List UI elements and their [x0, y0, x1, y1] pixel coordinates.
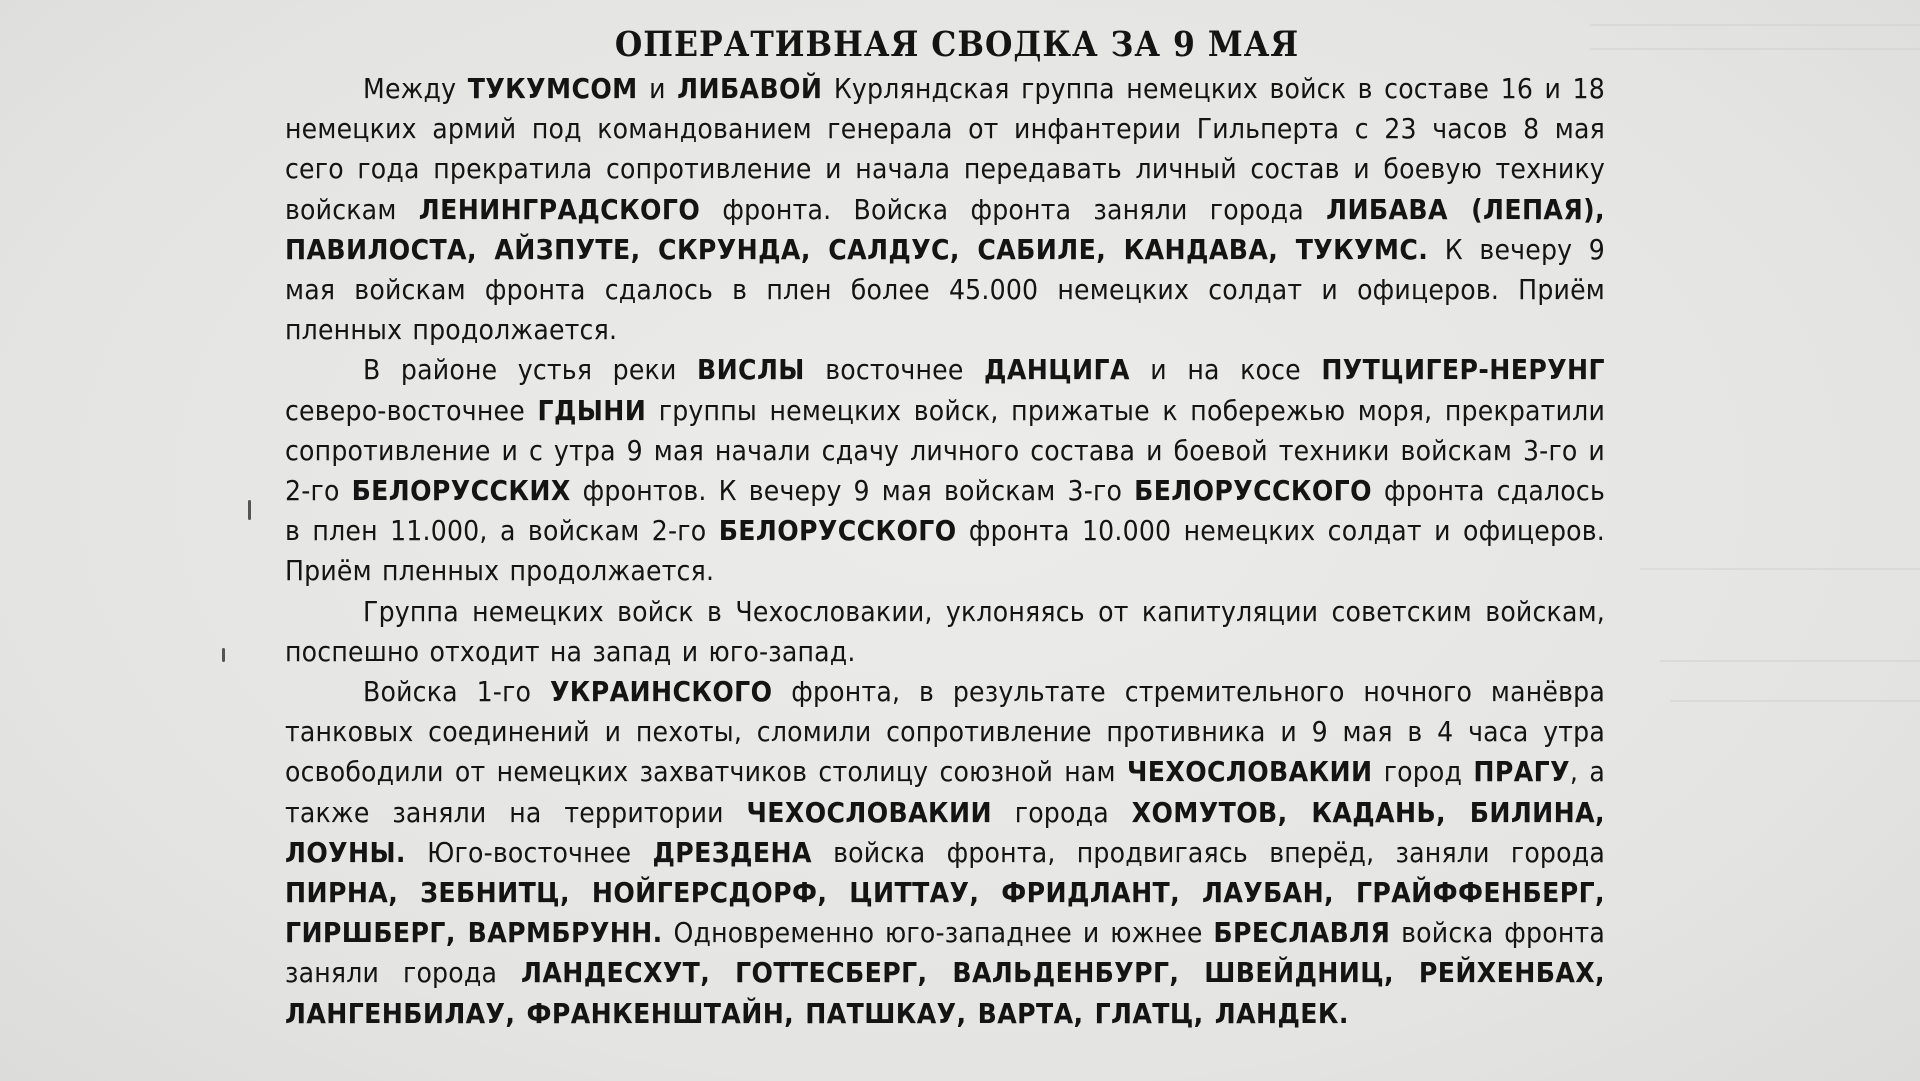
paragraph-text: Между [363, 72, 468, 105]
paragraph-text: группы немецких войск, прижатые к побережью моря, прекратили сопротивление и с утра 9 мая начали сдачу личного состава и боевой техники войскам 3-го и 2-го [285, 393, 1606, 508]
document-body [285, 22, 1605, 1034]
document-title: ОПЕРАТИВНАЯ СВОДКА ЗА 9 МАЯ [614, 24, 1300, 65]
paragraph-text: и [637, 72, 678, 105]
paragraph-text: фронта, в результате стремительного ночного манёвра танковых соединений и пехоты, сломили сопротивление противника и 9 мая в 4 часа утра освободили от немецких захватчиков столицу союзной нам [285, 675, 1605, 789]
paragraph-text: фронта 10.000 немецких солдат и офицеров. Приём пленных продолжается. [285, 514, 1605, 588]
bleed-through-line [1590, 48, 1920, 50]
margin-mark [222, 648, 225, 662]
place-name: ГДЫНИ [537, 393, 647, 427]
paragraph-text: Юго-восточнее [405, 835, 653, 869]
paragraph-text: города [991, 795, 1132, 829]
paragraph-text: войска фронта, продвигаясь вперёд, заняли города [811, 835, 1605, 869]
paragraph-3 [285, 592, 1605, 672]
place-name: ПРАГУ [1473, 755, 1570, 789]
place-name: ЛАНДЕСХУТ, ГОТТЕСБЕРГ, ВАЛЬДЕНБУРГ, ШВЕЙДНИЦ, РЕЙХЕНБАХ, ЛАНГЕНБИЛАУ, ФРАНКЕНШТАЙН, ПАТШКАУ, ВАРТА, ГЛАТЦ, ЛАНДЕК. [285, 956, 1606, 1030]
place-name: ХОМУТОВ, КАДАНЬ, БИЛИНА, ЛОУНЫ. [285, 795, 1605, 869]
place-name: ЛИБАВОЙ [677, 72, 823, 105]
place-name: ЛЕНИНГРАДСКОГО [418, 192, 701, 226]
place-name: БЕЛОРУССКОГО [1134, 474, 1372, 508]
paragraph-text: Войска 1-го [363, 675, 550, 709]
paragraph-2 [285, 350, 1605, 591]
paragraph-4 [285, 672, 1605, 1034]
paragraph-text: Одновременно юго-западнее и южнее [662, 916, 1214, 950]
place-name: ЧЕХОСЛОВАКИИ [1127, 755, 1373, 789]
bleed-through-line [1640, 568, 1920, 570]
paragraph-text: , а также заняли на территории [285, 755, 1605, 829]
bleed-through-line [1660, 660, 1920, 662]
paragraph-text: В районе устья реки [363, 353, 697, 387]
place-name: ПИРНА, ЗЕБНИТЦ, НОЙГЕРСДОРФ, ЦИТТАУ, ФРИДЛАНТ, ЛАУБАН, ГРАЙФФЕНБЕРГ, ГИРШБЕРГ, ВАРМБРУНН. [285, 876, 1605, 950]
paragraph-text: Группа немецких войск в Чехословакии, уклоняясь от капитуляции советским войскам, поспешно отходит на запад и юго-запад. [285, 594, 1605, 668]
paragraph-text: и на косе [1129, 353, 1322, 387]
paragraph-text: войска фронта заняли города [285, 916, 1605, 990]
paragraph-text: Курляндская группа немецких войск в составе 16 и 18 немецких армий под командованием генерала от инфантерии Гильперта с 23 часов 8 мая сего года прекратила сопротивление и начала передавать личный состав и боевую технику войскам [285, 72, 1606, 226]
bleed-through-line [1590, 24, 1920, 26]
paragraph-text: северо-восточнее [285, 393, 538, 427]
place-name: УКРАИНСКОГО [549, 675, 773, 709]
paragraph-text: город [1372, 755, 1474, 789]
place-name: ДАНЦИГА [984, 353, 1130, 387]
place-name: БЕЛОРУССКИХ [351, 474, 571, 508]
paragraph-text: фронта сдалось в плен 11.000, а войскам 2-го [285, 474, 1605, 548]
place-name: ТУКУМСОМ [467, 72, 638, 105]
margin-mark [248, 500, 251, 520]
bleed-through-line [1670, 700, 1920, 702]
document-paragraphs [285, 69, 1605, 1034]
place-name: ВИСЛЫ [696, 353, 805, 387]
paragraph-text: фронтов. К вечеру 9 мая войскам 3-го [570, 474, 1135, 508]
place-name: ПУТЦИГЕР-НЕРУНГ [1321, 353, 1605, 387]
place-name: БЕЛОРУССКОГО [718, 514, 957, 548]
place-name: БРЕСЛАВЛЯ [1213, 916, 1391, 950]
paragraph-1 [285, 69, 1605, 350]
paragraph-text: К вечеру 9 мая войскам фронта сдалось в плен более 45.000 немецких солдат и офицеров. Приём пленных продолжается. [285, 232, 1605, 347]
paragraph-text: восточнее [804, 353, 985, 387]
place-name: ЧЕХОСЛОВАКИИ [746, 795, 992, 829]
place-name: ЛИБАВА (ЛЕПАЯ), ПАВИЛОСТА, АЙЗПУТЕ, СКРУНДА, САЛДУС, САБИЛЕ, КАНДАВА, ТУКУМС. [285, 192, 1606, 266]
place-name: ДРЕЗДЕНА [652, 835, 812, 869]
paragraph-text: фронта. Войска фронта заняли города [700, 192, 1327, 226]
